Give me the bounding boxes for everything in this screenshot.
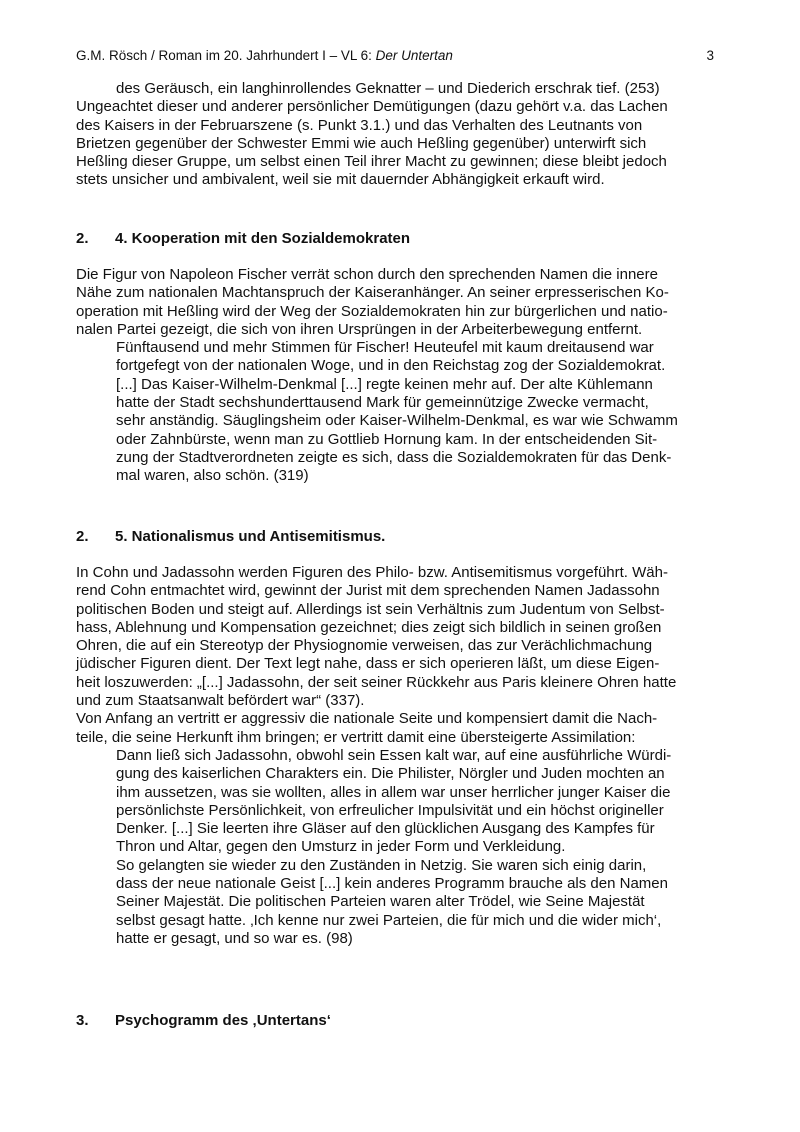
section-heading-2-5 (76, 528, 385, 546)
quote-line: mal waren, also schön. (319) (116, 467, 309, 485)
section-number: 2. (76, 528, 89, 545)
section-heading-2-4 (76, 230, 410, 248)
quote-line: fortgefegt von der nationalen Woge, und in den Reichstag zog der Sozialdemokrat. (116, 357, 666, 375)
text-line: des Geräusch, ein langhinrollendes Geknatter – und Diederich erschrak tief. (253) (116, 80, 660, 97)
quote-line: hatte der Stadt sechshunderttausend Mark für gemeinnützige Zwecke vermacht, (116, 394, 649, 412)
text-line: jüdischer Figuren dient. Der Text legt nahe, dass er sich operieren läßt, um diese Eigen- (76, 655, 660, 673)
quote-line: selbst gesagt hatte. ‚Ich kenne nur zwei Parteien, die für mich und die wider mich‘, (116, 911, 662, 929)
paragraph-block3 (76, 564, 714, 948)
quote-line: So gelangten sie wieder zu den Zuständen in Netzig. Sie waren sich einig darin, (116, 856, 647, 874)
quote-line: gung des kaiserlichen Charakters ein. Die Philister, Nörgler und Juden mochten an (116, 765, 665, 783)
text-line: hass, Ablehnung und Kompensation gezeichnet; dies zeigt sich bildlich in seinen großen (76, 618, 662, 636)
section-title: Psychogramm des ‚Untertans‘ (115, 1012, 331, 1029)
text-line: Von Anfang an vertritt er aggressiv die nationale Seite und kompensiert damit die Nach- (76, 710, 658, 728)
quote-line: ihm aussetzen, was sie wollten, alles in allem war unser herrlicher junger Kaiser die (116, 783, 671, 801)
text-line: stets unsicher und ambivalent, weil sie mit dauernder Abhängigkeit erkauft wird. (76, 171, 605, 189)
page-number: 3 (706, 48, 714, 63)
section-title: 5. Nationalismus und Antisemitismus. (115, 528, 386, 545)
quote-line: Thron und Altar, gegen den Umsturz in jeder Form und Verkleidung. (116, 838, 566, 856)
quote-line: oder Zahnbürste, wenn man zu Gottlieb Hornung kam. In der entscheidenden Sit- (116, 430, 658, 448)
quote-line: sehr anständig. Säuglingsheim oder Kaiser-Wilhelm-Denkmal, es war wie Schwamm (116, 412, 678, 430)
quote-line: hatte er gesagt, und so war es. (98) (116, 929, 353, 947)
paragraph-block1 (76, 80, 714, 190)
text-line: heit loszuwerden: „[...] Jadassohn, der seit seiner Rückkehr aus Paris kleinere Ohren hatte (76, 673, 677, 691)
text-line: Die Figur von Napoleon Fischer verrät schon durch den sprechenden Namen die innere (76, 266, 658, 283)
text-line: operation mit Heßling wird der Weg der Sozialdemokraten hin zur bürgerlichen und natio- (76, 302, 668, 320)
text-line: des Kaisers in der Februarszene (s. Punkt 3.1.) und das Verhalten des Leutnants von (76, 116, 643, 134)
section-title: 4. Kooperation mit den Sozialdemokraten (115, 230, 411, 247)
section-number: 2. (76, 230, 89, 247)
text-line: Heßling dieser Gruppe, um selbst einen Teil ihrer Macht zu gewinnen; diese bleibt jedoch (76, 153, 667, 171)
text-line: rend Cohn entmachtet wird, gewinnt der Jurist mit dem sprechenden Namen Jadassohn (76, 582, 660, 600)
section-heading-3 (76, 1012, 331, 1030)
text-line: politischen Boden und steigt auf. Allerdings ist sein Verhältnis zum Judentum von Selbst- (76, 600, 665, 618)
text-line: Nähe zum nationalen Machtanspruch der Kaiseranhänger. An seiner erpresserischen Ko- (76, 284, 669, 302)
text-line: Brietzen gegenüber der Schwester Emmi wie auch Heßling gegenüber) unterwirft sich (76, 134, 647, 152)
text-line: und zum Staatsanwalt befördert war“ (337). (76, 692, 365, 710)
section-number: 3. (76, 1012, 89, 1029)
paragraph-block2 (76, 266, 714, 486)
text-line: In Cohn und Jadassohn werden Figuren des Philo- bzw. Antisemitismus vorgeführt. Wäh- (76, 564, 668, 581)
running-title: G.M. Rösch / Roman im 20. Jahrhundert I – VL 6: (76, 48, 376, 63)
quote-line: dass der neue nationale Geist [...] kein anderes Programm brauche als den Namen (116, 875, 668, 893)
quote-line: Dann ließ sich Jadassohn, obwohl sein Essen kalt war, auf eine ausführliche Würdi- (116, 746, 672, 764)
quote-line: Denker. [...] Sie leerten ihre Gläser auf den glücklichen Ausgang des Kampfes für (116, 820, 655, 838)
quote-line: [...] Das Kaiser-Wilhelm-Denkmal [...] regte keinen mehr auf. Der alte Kühlemann (116, 375, 653, 393)
text-line: Ohren, die auf ein Stereotyp der Physiognomie verweisen, das zur Verächlichmachung (76, 637, 653, 655)
quote-line: Fünftausend und mehr Stimmen für Fischer! Heuteufel mit kaum dreitausend war (116, 339, 654, 357)
running-title-italic: Der Untertan (375, 48, 453, 63)
running-header (76, 47, 714, 65)
text-line: teile, die seine Herkunft ihm bringen; er vertritt damit eine übersteigerte Assimilation: (76, 728, 636, 746)
quote-line: persönlichste Persönlichkeit, von erfreulicher Impulsivität und ein höchst origineller (116, 801, 664, 819)
text-line: nalen Partei gezeigt, die sich von ihren Ursprüngen in der Arbeiterbewegung entfernt. (76, 320, 643, 338)
quote-line: zung der Stadtverordneten zeigte es sich, dass die Sozialdemokraten für das Denk- (116, 448, 672, 466)
quote-line: Seiner Majestät. Die politischen Parteien waren alter Trödel, wie Seine Majestät (116, 893, 645, 911)
text-line: Ungeachtet dieser und anderer persönlicher Demütigungen (dazu gehört v.a. das Lachen (76, 98, 668, 116)
